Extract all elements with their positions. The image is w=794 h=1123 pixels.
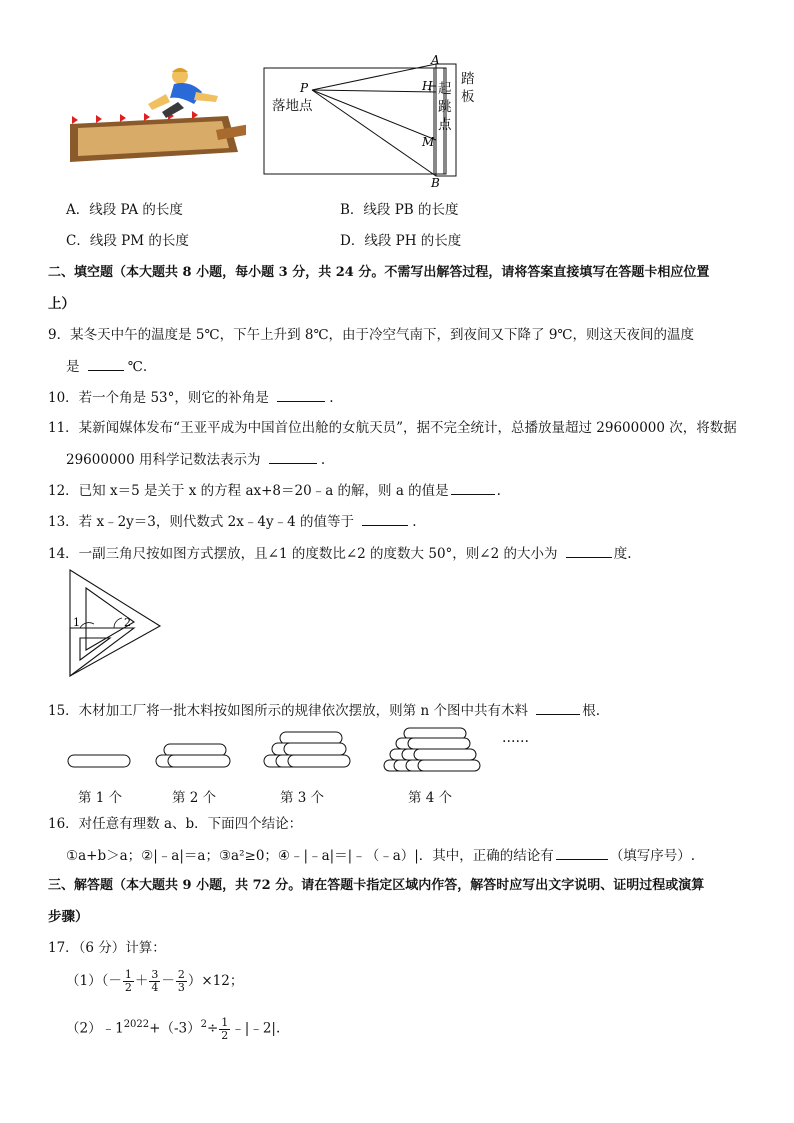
label-H: H bbox=[422, 79, 433, 93]
minus-sign: － bbox=[108, 973, 122, 989]
paren-close-times: ）×12； bbox=[187, 973, 244, 989]
jumper-figure bbox=[148, 68, 218, 118]
divide-sign: ÷ bbox=[206, 1020, 219, 1037]
q9-text-cont bbox=[66, 356, 147, 377]
log-pattern-4 bbox=[380, 726, 484, 774]
pattern-ellipsis: …… bbox=[502, 730, 529, 746]
q12-post: . bbox=[496, 483, 501, 499]
log-pattern-1 bbox=[66, 752, 134, 770]
angle-2-label: 2 bbox=[124, 616, 131, 629]
q16-statements bbox=[66, 845, 695, 866]
expression-tail: ﹣|﹣2|. bbox=[231, 1020, 281, 1037]
log bbox=[68, 755, 130, 767]
q16-statements-text: ①a+b＞a；②|﹣a|＝a；③a²≥0；④﹣|﹣a|＝|﹣（﹣a）|．其中，正确的结论有 bbox=[66, 848, 554, 864]
q17-part1-label: （1） bbox=[66, 973, 102, 989]
log bbox=[418, 760, 480, 771]
q17-title: 17．（6 分）计算： bbox=[48, 940, 166, 956]
label-A: A bbox=[431, 53, 440, 67]
q10-post: . bbox=[329, 390, 334, 406]
minus-sign: － bbox=[161, 973, 175, 989]
denominator: 3 bbox=[177, 981, 185, 994]
q11-pre: 29600000 用科学记数法表示为 bbox=[66, 452, 261, 468]
q16-text: 16．对任意有理数 a、b．下面四个结论： bbox=[48, 816, 303, 832]
denominator: 2 bbox=[221, 1028, 229, 1042]
caption-figure-1: 第 1 个 bbox=[78, 790, 123, 806]
label-B: B bbox=[431, 176, 440, 190]
section3-heading-cont: 步骤） bbox=[48, 909, 89, 925]
pit-rectangle bbox=[264, 68, 446, 174]
q8-option-a: A．线段 PA 的长度 bbox=[66, 202, 183, 218]
q13-answer-blank[interactable] bbox=[362, 511, 408, 526]
plus-sign: ＋ bbox=[134, 973, 149, 989]
q10-text bbox=[48, 387, 334, 408]
log bbox=[284, 743, 346, 755]
q9-answer-blank[interactable] bbox=[88, 356, 124, 371]
q15-text bbox=[48, 700, 600, 721]
paren-open: （ bbox=[101, 973, 109, 989]
fraction-one-half bbox=[219, 1017, 230, 1042]
fraction-three-quarters bbox=[149, 969, 160, 994]
log bbox=[414, 749, 476, 760]
angle-2-arc bbox=[114, 618, 122, 628]
power-base: ﹣1 bbox=[101, 1020, 124, 1037]
fraction-one-half bbox=[123, 969, 134, 994]
log bbox=[288, 755, 350, 767]
q8-option-d: D．线段 PH 的长度 bbox=[340, 233, 462, 249]
q14-answer-blank[interactable] bbox=[566, 543, 612, 558]
q15-pre: 15．木材加工厂将一批木料按如图所示的规律依次摆放，则第 n 个图中共有木料 bbox=[48, 703, 528, 719]
log-pattern-2 bbox=[152, 742, 232, 770]
label-P: P bbox=[300, 81, 309, 95]
q12-answer-blank[interactable] bbox=[451, 480, 495, 495]
q8-option-b: B．线段 PB 的长度 bbox=[340, 202, 459, 218]
expression-middle: +（-3） bbox=[149, 1020, 201, 1037]
angle-1-label: 1 bbox=[73, 616, 80, 629]
q14-text bbox=[48, 543, 632, 564]
q16-answer-blank[interactable] bbox=[556, 845, 608, 860]
denominator: 2 bbox=[124, 981, 132, 994]
numerator: 1 bbox=[124, 968, 132, 981]
q9-post: ℃. bbox=[127, 359, 148, 375]
caption-figure-2: 第 2 个 bbox=[172, 790, 217, 806]
label-landing-point: 落地点 bbox=[272, 98, 313, 114]
section2-heading: 二、填空题（本大题共 8 小题，每小题 3 分，共 24 分。不需写出解答过程，请将答案直接填写在答题卡相应位置 bbox=[48, 265, 710, 280]
fraction-two-thirds bbox=[176, 969, 187, 994]
square-exponent: 2 bbox=[200, 1019, 207, 1030]
q8-option-c: C．线段 PM 的长度 bbox=[66, 233, 189, 249]
q17-part1 bbox=[66, 966, 243, 996]
q10-answer-blank[interactable] bbox=[277, 387, 325, 402]
q15-post: 根. bbox=[582, 703, 601, 719]
q14-post: 度. bbox=[613, 546, 632, 562]
q13-text bbox=[48, 511, 417, 532]
section2-heading-cont: 上） bbox=[48, 296, 75, 312]
long-jump-illustration bbox=[66, 64, 246, 166]
denominator: 4 bbox=[151, 981, 159, 994]
q10-pre: 10．若一个角是 53°，则它的补角是 bbox=[48, 390, 269, 406]
log-pattern-3 bbox=[260, 730, 352, 770]
q17-part2-label: （2） bbox=[66, 1020, 102, 1037]
log bbox=[404, 728, 466, 739]
section3-heading: 三、解答题（本大题共 9 小题，共 72 分。请在答题卡指定区域内作答，解答时应写出文字说明、证明过程或演算 bbox=[48, 878, 705, 893]
q9-text: 9．某冬天中午的温度是 5℃，下午上升到 8℃，由于冷空气南下，到夜间又下降了 9℃，则这天夜间的温度 bbox=[48, 327, 695, 343]
caption-figure-4: 第 4 个 bbox=[408, 790, 453, 806]
q13-pre: 13．若 x﹣2y＝3，则代数式 2x﹣4y﹣4 的值等于 bbox=[48, 514, 354, 530]
q11-text-cont bbox=[66, 449, 325, 470]
q14-pre: 14．一副三角尺按如图方式摆放，且∠1 的度数比∠2 的度数大 50°，则∠2 的大小为 bbox=[48, 546, 558, 562]
label-takeoff-point: 起跳点 bbox=[438, 81, 452, 133]
log bbox=[280, 732, 342, 744]
q16-post: （填写序号）. bbox=[609, 848, 696, 864]
log bbox=[408, 738, 470, 749]
power-exponent: 2022 bbox=[123, 1019, 150, 1030]
q11-post: . bbox=[320, 452, 326, 468]
numerator: 1 bbox=[221, 1015, 229, 1029]
log bbox=[164, 744, 226, 756]
set-squares-figure bbox=[62, 566, 166, 682]
log bbox=[168, 755, 230, 767]
q11-answer-blank[interactable] bbox=[269, 449, 317, 464]
q9-pre: 是 bbox=[66, 359, 80, 375]
q11-text: 11．某新闻媒体发布“王亚平成为中国首位出舱的女航天员”，据不完全统计，总播放量超过 29600000 次，将数据 bbox=[48, 420, 737, 436]
label-board: 踏板 bbox=[461, 71, 475, 105]
angle-1-arc bbox=[80, 623, 94, 628]
q15-answer-blank[interactable] bbox=[536, 700, 580, 715]
numerator: 3 bbox=[151, 968, 159, 981]
caption-figure-3: 第 3 个 bbox=[280, 790, 325, 806]
q17-part2 bbox=[66, 1010, 280, 1044]
segment-PH bbox=[312, 90, 436, 92]
q13-post: . bbox=[412, 514, 417, 530]
q12-text bbox=[48, 480, 501, 501]
numerator: 2 bbox=[177, 968, 185, 981]
label-M: M bbox=[422, 135, 435, 149]
q12-pre: 12．已知 x＝5 是关于 x 的方程 ax+8＝20﹣a 的解，则 a 的值是 bbox=[48, 483, 449, 499]
